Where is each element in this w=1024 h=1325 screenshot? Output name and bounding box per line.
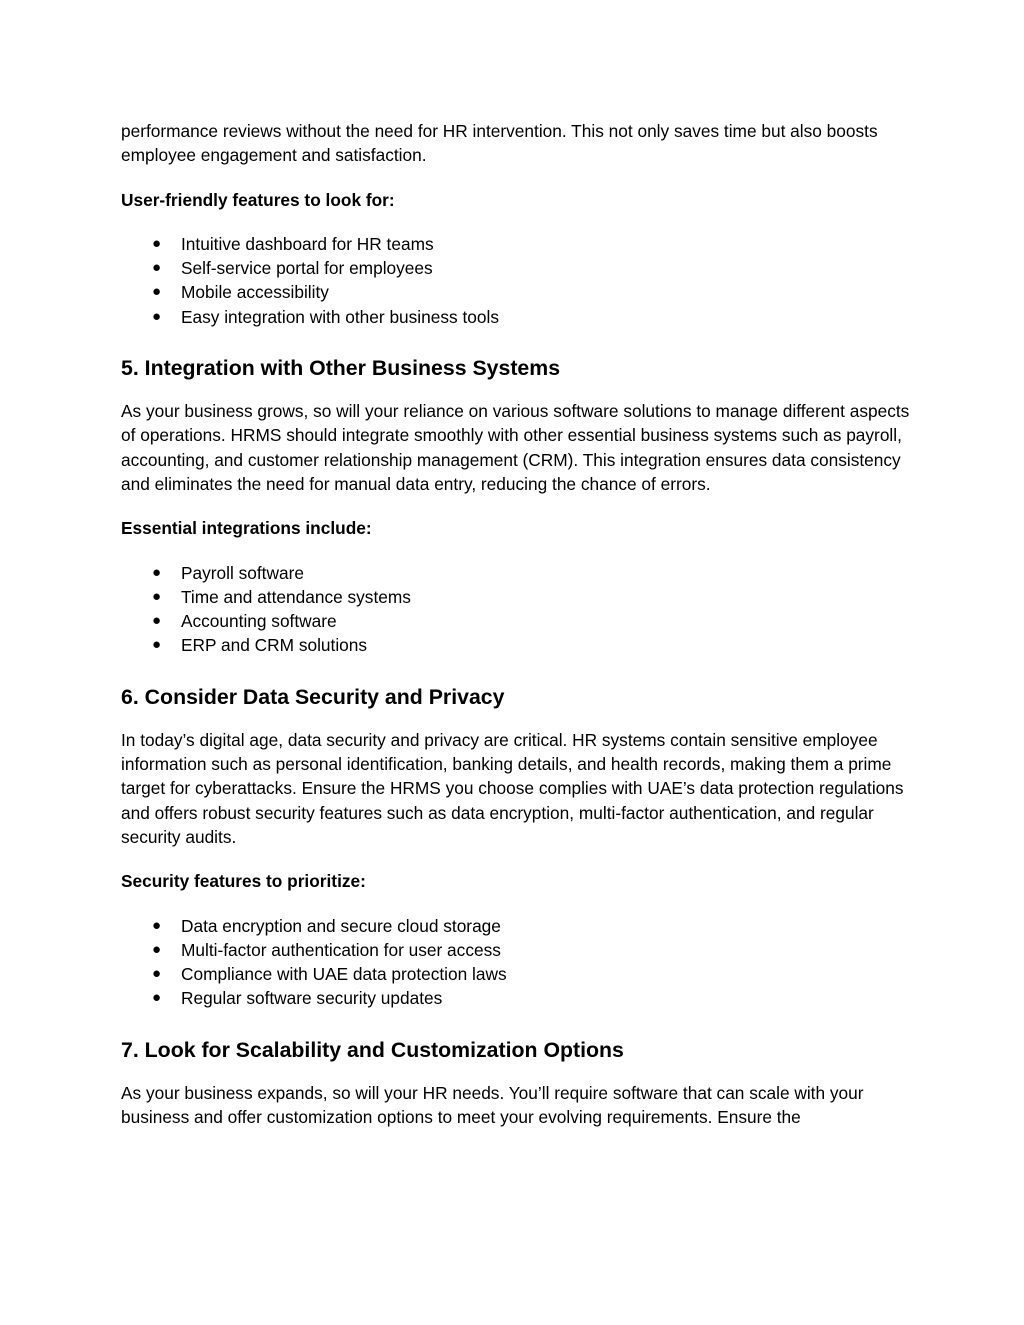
bullet-icon: ● xyxy=(152,940,162,958)
bullet-icon: ● xyxy=(152,283,162,301)
bullet-icon: ● xyxy=(152,307,162,325)
list-item-text: Data encryption and secure cloud storage xyxy=(181,915,501,936)
list-item xyxy=(121,986,911,1010)
list-item-text: ERP and CRM solutions xyxy=(181,635,368,656)
security-list xyxy=(121,914,911,1011)
integrations-lead: Essential integrations include: xyxy=(121,518,372,539)
section-heading: 7. Look for Scalability and Customization Options xyxy=(121,1037,624,1062)
list-item xyxy=(121,280,911,304)
section-paragraph: As your business grows, so will your reliance on various software solutions to manage different aspects of operations. HRMS should integrate smoothly with other essential business systems such as payroll, accounting, and customer relationship management (CRM). This integration ensures data consistency and eliminates the need for manual data entry, reducing the chance of errors. xyxy=(121,401,910,494)
section-paragraph: In today’s digital age, data security and privacy are critical. HR systems contain sensitive employee information such as personal identification, banking details, and health records, making them a prime target for cyberattacks. Ensure the HRMS you choose complies with UAE’s data protection regulations and offers robust security features such as data encryption, multi-factor authentication, and regular security audits. xyxy=(121,729,904,847)
list-item xyxy=(121,256,911,280)
user-friendly-lead: User-friendly features to look for: xyxy=(121,189,395,210)
list-item-text: Mobile accessibility xyxy=(181,282,329,303)
list-item-text: Self-service portal for employees xyxy=(181,258,433,279)
bullet-icon: ● xyxy=(152,259,162,277)
list-item-text: Payroll software xyxy=(181,562,304,583)
section-heading: 6. Consider Data Security and Privacy xyxy=(121,684,505,709)
bullet-icon: ● xyxy=(152,587,162,605)
list-item-text: Time and attendance systems xyxy=(181,586,411,607)
list-item xyxy=(121,305,911,329)
section-heading: 5. Integration with Other Business Systems xyxy=(121,356,561,381)
integrations-list xyxy=(121,561,911,658)
list-item xyxy=(121,914,911,938)
bullet-icon: ● xyxy=(152,916,162,934)
list-item xyxy=(121,962,911,986)
list-item-text: Easy integration with other business tools xyxy=(181,306,499,327)
list-item-text: Compliance with UAE data protection laws xyxy=(181,964,507,985)
list-item-text: Regular software security updates xyxy=(181,988,443,1009)
user-friendly-list xyxy=(121,232,911,329)
bullet-icon: ● xyxy=(152,989,162,1007)
list-item-text: Multi-factor authentication for user access xyxy=(181,939,501,960)
document-page xyxy=(121,119,911,1129)
bullet-icon: ● xyxy=(152,563,162,581)
list-item xyxy=(121,633,911,657)
list-item xyxy=(121,585,911,609)
intro-paragraph: performance reviews without the need for HR intervention. This not only saves time but also boosts employee engagement and satisfaction. xyxy=(121,121,878,166)
list-item xyxy=(121,609,911,633)
bullet-icon: ● xyxy=(152,612,162,630)
list-item xyxy=(121,561,911,585)
security-lead: Security features to prioritize: xyxy=(121,871,366,892)
list-item xyxy=(121,232,911,256)
list-item-text: Intuitive dashboard for HR teams xyxy=(181,233,434,254)
bullet-icon: ● xyxy=(152,636,162,654)
bullet-icon: ● xyxy=(152,965,162,983)
list-item-text: Accounting software xyxy=(181,611,337,632)
section-paragraph: As your business expands, so will your HR needs. You’ll require software that can scale with your business and offer customization options to meet your evolving requirements. Ensure the xyxy=(121,1082,864,1128)
bullet-icon: ● xyxy=(152,234,162,252)
list-item xyxy=(121,938,911,962)
